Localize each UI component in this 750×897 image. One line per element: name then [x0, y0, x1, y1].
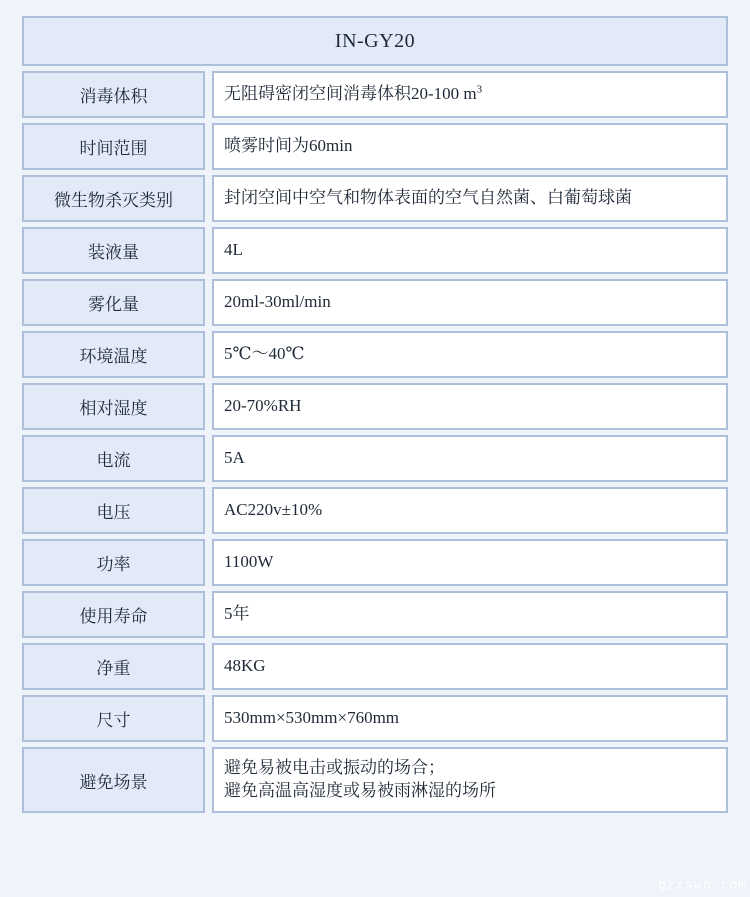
- spec-label: 使用寿命: [22, 591, 205, 638]
- spec-value: [212, 123, 728, 170]
- spec-value-text: 48KG: [224, 656, 266, 676]
- table-row: [22, 435, 728, 482]
- spec-value-text: 530mm×530mm×760mm: [224, 708, 400, 728]
- watermark: gzxswn.com: [657, 877, 747, 893]
- spec-value-text-line2: 避免高温高湿度或易被雨淋湿的场所: [224, 781, 496, 800]
- product-spec-table: [22, 16, 728, 813]
- spec-value-text: 1100W: [224, 552, 274, 572]
- spec-label: 装液量: [22, 227, 205, 274]
- spec-value: [212, 175, 728, 222]
- spec-value-text: 20ml-30ml/min: [224, 292, 331, 312]
- spec-value: [212, 227, 728, 274]
- spec-value-text: 封闭空间中空气和物体表面的空气自然菌、白葡萄球菌: [224, 188, 632, 208]
- spec-value: [212, 695, 728, 742]
- spec-label: 雾化量: [22, 279, 205, 326]
- table-title: IN-GY20: [22, 16, 728, 66]
- table-row: [22, 643, 728, 690]
- spec-value: [212, 487, 728, 534]
- table-row: [22, 331, 728, 378]
- table-row: [22, 487, 728, 534]
- spec-label: 净重: [22, 643, 205, 690]
- superscript-unit: 3: [476, 83, 483, 96]
- table-row: [22, 71, 728, 118]
- spec-value: [212, 331, 728, 378]
- spec-value: [212, 279, 728, 326]
- spec-label: 微生物杀灭类别: [22, 175, 205, 222]
- table-row: [22, 227, 728, 274]
- spec-label: 功率: [22, 539, 205, 586]
- spec-label: 相对湿度: [22, 383, 205, 430]
- table-row: [22, 747, 728, 813]
- spec-value: [212, 591, 728, 638]
- table-row: [22, 123, 728, 170]
- spec-label: 消毒体积: [22, 71, 205, 118]
- spec-value-text: 20-70%RH: [224, 396, 302, 416]
- spec-label: 避免场景: [22, 747, 205, 813]
- spec-value: [212, 383, 728, 430]
- table-row: [22, 695, 728, 742]
- spec-value: [212, 435, 728, 482]
- table-row: [22, 279, 728, 326]
- spec-value-text: 无阻碍密闭空间消毒体积20-100 $m^3$: [224, 83, 483, 104]
- spec-value-text: 5A: [224, 448, 245, 468]
- spec-value-text: 避免易被电击或振动的场合；: [224, 758, 445, 778]
- spec-value-text: 4L: [224, 240, 243, 260]
- spec-label: 环境温度: [22, 331, 205, 378]
- spec-label: 电压: [22, 487, 205, 534]
- spec-value-text: AC220v±10%: [224, 500, 323, 520]
- table-row: [22, 591, 728, 638]
- table-row: [22, 539, 728, 586]
- spec-value: [212, 747, 728, 813]
- table-row: [22, 175, 728, 222]
- spec-label: 时间范围: [22, 123, 205, 170]
- spec-value: [212, 643, 728, 690]
- spec-value-text: 喷雾时间为60min: [224, 136, 353, 156]
- spec-value: [212, 71, 728, 118]
- table-row: [22, 383, 728, 430]
- spec-value-text: 5℃～40℃: [224, 344, 305, 364]
- spec-label: 尺寸: [22, 695, 205, 742]
- spec-label: 电流: [22, 435, 205, 482]
- spec-value: [212, 539, 728, 586]
- spec-value-text: 5年: [224, 604, 250, 624]
